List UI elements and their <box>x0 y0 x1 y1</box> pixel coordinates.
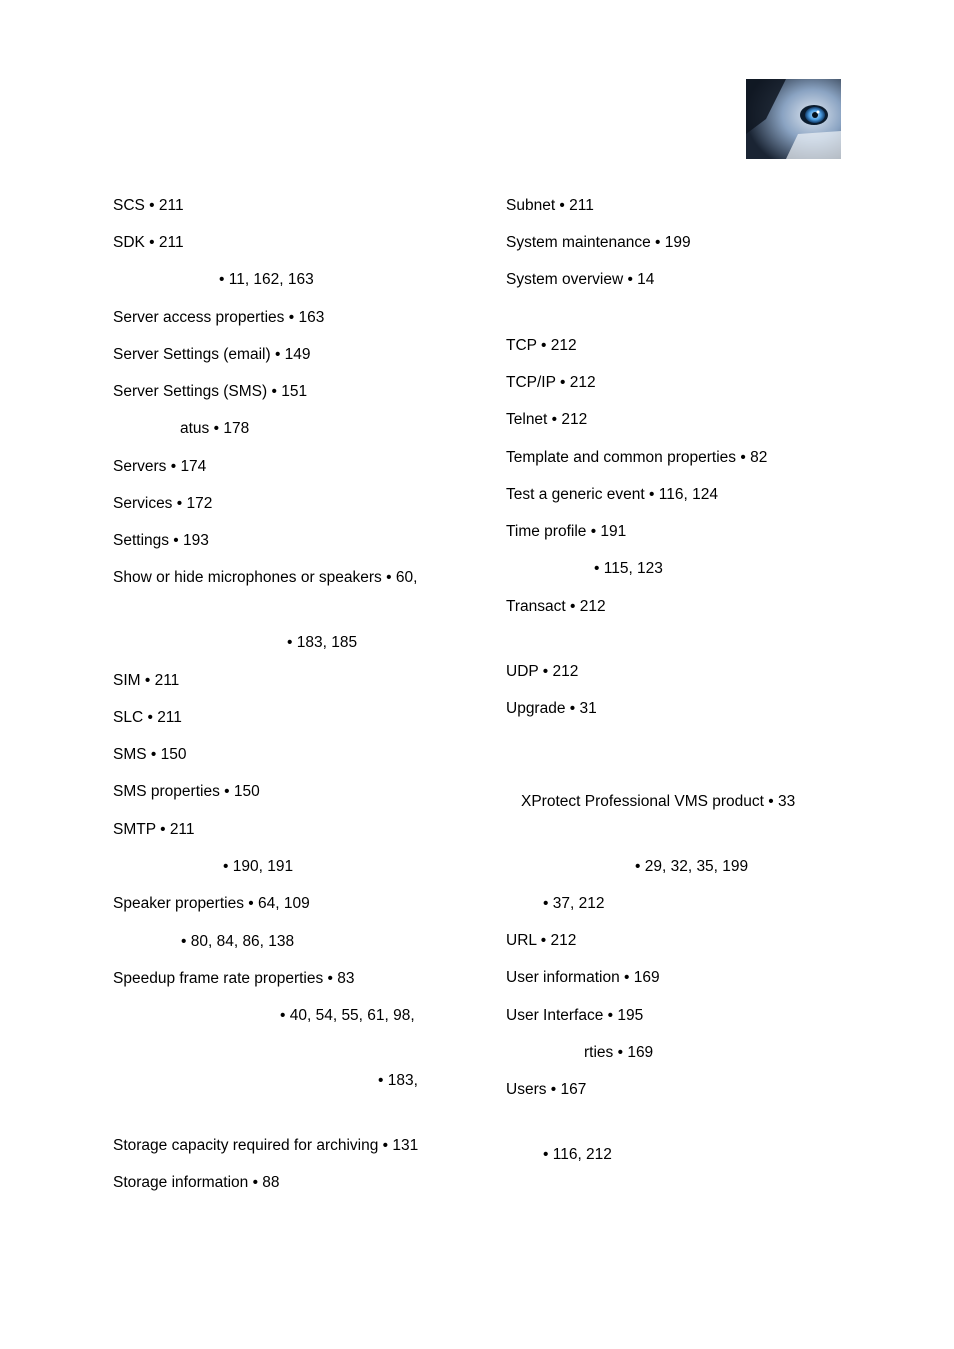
index-entry-sim: SIM • 211 <box>113 672 180 689</box>
index-entry-settings: Settings • 193 <box>113 532 209 549</box>
index-entry-partial: • 40, 54, 55, 61, 98, <box>280 1007 415 1024</box>
index-entry-telnet: Telnet • 212 <box>506 411 588 428</box>
index-entry-speaker-properties: Speaker properties • 64, 109 <box>113 895 310 912</box>
index-entry-partial: • 190, 191 <box>223 858 294 875</box>
index-entry-partial-status: atus • 178 <box>180 420 250 437</box>
index-entry-storage-capacity: Storage capacity required for archiving • 131 <box>113 1137 419 1154</box>
index-entry-partial: • 183, <box>378 1072 418 1089</box>
index-entry-tcp: TCP • 212 <box>506 337 577 354</box>
index-entry-servers: Servers • 174 <box>113 458 207 475</box>
index-entry-sdk: SDK • 211 <box>113 234 184 251</box>
index-entry-xprotect-professional: XProtect Professional VMS product • 33 <box>521 793 796 810</box>
index-entry-test-generic-event: Test a generic event • 116, 124 <box>506 486 718 503</box>
index-entry-partial: • 183, 185 <box>287 634 358 651</box>
index-entry-user-information: User information • 169 <box>506 969 660 986</box>
index-entry-template-common-properties: Template and common properties • 82 <box>506 449 768 466</box>
index-entry-partial: • 11, 162, 163 <box>219 271 314 288</box>
index-entry-users: Users • 167 <box>506 1081 587 1098</box>
wolf-eye-logo <box>746 79 841 159</box>
index-entry-partial: • 115, 123 <box>594 560 663 577</box>
index-entry-subnet: Subnet • 211 <box>506 197 594 214</box>
index-entry-sms-properties: SMS properties • 150 <box>113 783 260 800</box>
index-entry-upgrade: Upgrade • 31 <box>506 700 597 717</box>
index-entry-partial: rties • 169 <box>584 1044 654 1061</box>
index-entry-partial: • 80, 84, 86, 138 <box>181 933 295 950</box>
index-entry-system-maintenance: System maintenance • 199 <box>506 234 691 251</box>
index-entry-partial: • 29, 32, 35, 199 <box>635 858 749 875</box>
index-entry-tcpip: TCP/IP • 212 <box>506 374 596 391</box>
index-entry-udp: UDP • 212 <box>506 663 579 680</box>
index-entry-smtp: SMTP • 211 <box>113 821 195 838</box>
index-entry-system-overview: System overview • 14 <box>506 271 655 288</box>
index-entry-slc: SLC • 211 <box>113 709 182 726</box>
index-entry-partial: • 116, 212 <box>543 1146 612 1163</box>
index-entry-transact: Transact • 212 <box>506 598 606 615</box>
index-entry-partial: • 37, 212 <box>543 895 605 912</box>
index-entry-user-interface: User Interface • 195 <box>506 1007 644 1024</box>
index-entry-sms: SMS • 150 <box>113 746 187 763</box>
index-entry-url: URL • 212 <box>506 932 577 949</box>
index-entry-scs: SCS • 211 <box>113 197 184 214</box>
index-entry-speedup-frame-rate: Speedup frame rate properties • 83 <box>113 970 355 987</box>
index-entry-storage-information: Storage information • 88 <box>113 1174 280 1191</box>
index-entry-server-access-properties: Server access properties • 163 <box>113 309 325 326</box>
index-entry-show-hide-microphones: Show or hide microphones or speakers • 60, <box>113 569 418 586</box>
index-entry-time-profile: Time profile • 191 <box>506 523 627 540</box>
index-entry-services: Services • 172 <box>113 495 213 512</box>
index-entry-server-settings-email: Server Settings (email) • 149 <box>113 346 311 363</box>
index-entry-server-settings-sms: Server Settings (SMS) • 151 <box>113 383 308 400</box>
